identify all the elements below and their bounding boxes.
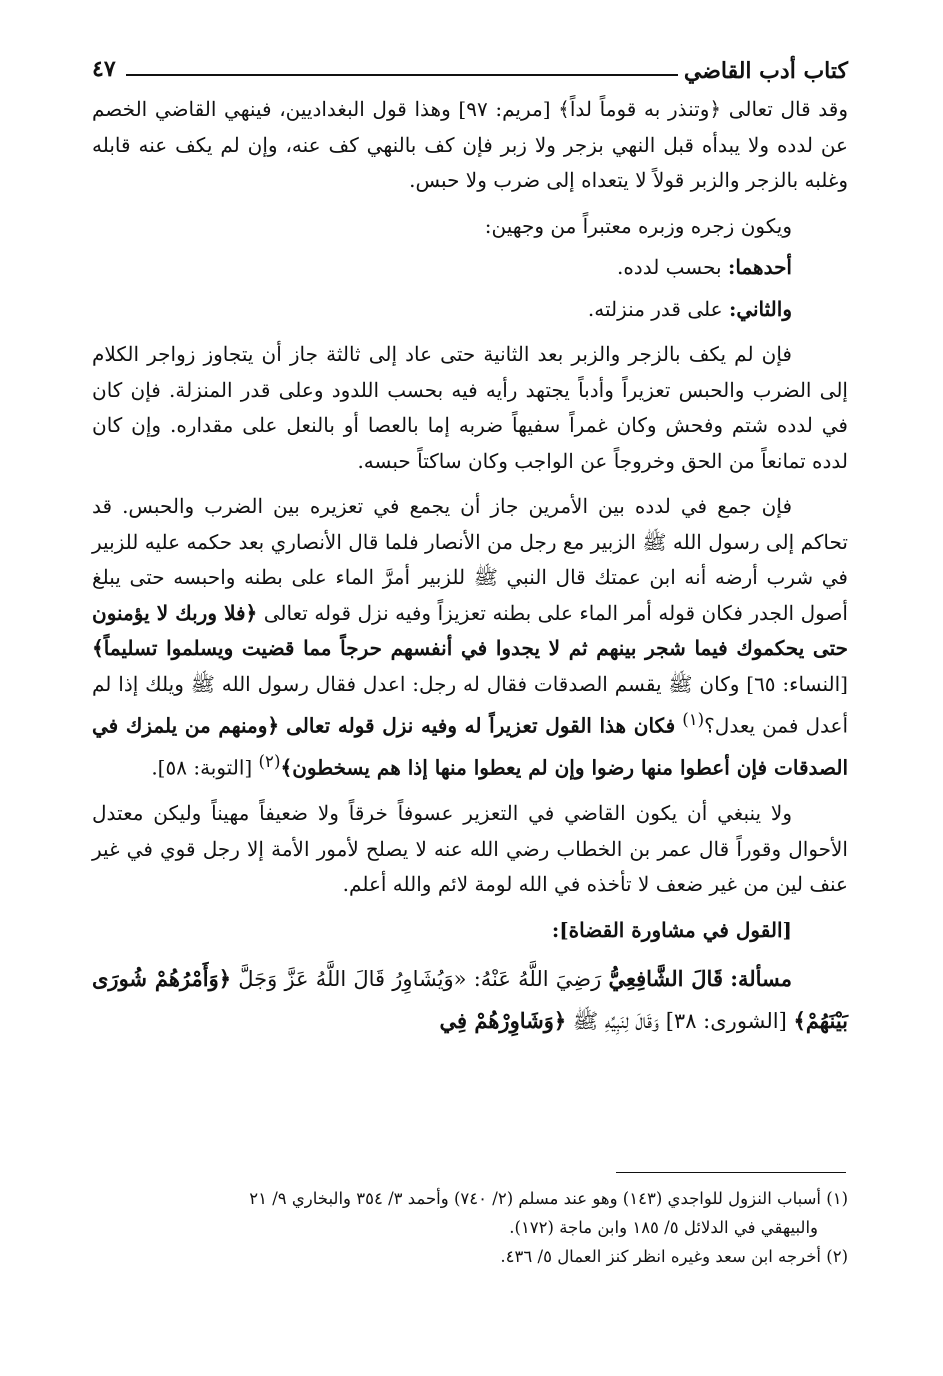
- footnote-1: [92, 1184, 848, 1213]
- footnote-ref-2: (٢): [258, 752, 281, 772]
- masala-text: رَضِيَ اللَّهُ عَنْهُ: «وَيُشَاوِرُ قَالَ اللَّهُ عَزَّ وَجَلَّ: [238, 967, 602, 992]
- paragraph-4-d: [التوبة: ٥٨].: [151, 755, 253, 780]
- main-text: [92, 92, 848, 1042]
- footnote-1-continuation: والبيهقي في الدلائل ٥/ ١٨٥ وابن ماجة (١٧٢).: [509, 1218, 818, 1237]
- header-rule: [126, 74, 688, 76]
- item-1-label: أحدهما:: [727, 255, 792, 279]
- footnote-1-text: أسباب النزول للواجدي (١٤٣) وهو عند مسلم (٢/ ٧٤٠) وأحمد ٣/ ٣٥٤ والبخاري ٩/ ٢١: [249, 1189, 821, 1208]
- footnote-2-number: (٢): [826, 1247, 848, 1266]
- paragraph-4-c: فكان هذا القول تعزيراً له وفيه نزل قوله تعالى: [286, 713, 676, 738]
- paragraph-2: ويكون زجره وزبره معتبراً من وجهين:: [484, 213, 792, 238]
- masala-quote-1: ﴿وَأَمْرُهُمْ شُورَى بَيْنَهُمْ﴾: [92, 966, 848, 1034]
- paragraph-4: [92, 489, 848, 786]
- item-2-label: والثاني:: [728, 296, 792, 321]
- quran-quote-nisa: ﴿فلا وربك لا يؤمنون حتى يحكموك فيما شجر بينهم ثم لا يجدوا في أنفسهم حرجاً مما قضيت ويسلموا تسليماً﴾: [92, 600, 848, 660]
- masala-ref: [الشورى: ٣٨] وَقَالَ لِنَبِيِّهِ ﷺ: [572, 1009, 787, 1034]
- footnote-1-number: (١): [826, 1189, 848, 1208]
- paragraph-3: فإن لم يكف بالزجر والزبر بعد الثانية حتى عاد إلى ثالثة جاز أن يتجاوز زواجر الكلام إلى الضرب والحبس تعزيراً وأدباً يجتهد رأيه فيه بحسب اللدود وعلى قدر المنزلة. فإن كان في لدده شتم وفحش وكان غمراً سفيهاً ضربه إما بالعصا أو بالنعل على مقداره. وإن كان لدده تمانعاً من الحق وخروجاً عن الواجب وكان ساكتاً حبسه.: [92, 342, 848, 473]
- footnotes: [92, 1184, 848, 1271]
- paragraph-5: ولا ينبغي أن يكون القاضي في التعزير عسوفاً خرقاً ولا ضعيفاً مهيناً وليكن معتدل الأحوال وقوراً قال عمر بن الخطاب رضي الله عنه لا يصلح لأمور الأمة إلا رجل قوي في غير عنف لين من غير ضعف لا تأخذه في الله لومة لائم والله أعلم.: [92, 801, 848, 897]
- footnote-rule: [616, 1172, 846, 1173]
- footnote-ref-1: (١): [682, 710, 705, 729]
- paragraph-4-b: [النساء: ٦٥] وكان ﷺ يقسم الصدقات فقال له رجل: اعدل فقال رسول الله ﷺ ويلك إذا لم أعدل فمن يعدل؟: [92, 671, 849, 738]
- page: [92, 52, 848, 1042]
- book-title: كتاب أدب القاضي: [678, 58, 848, 84]
- item-2-text: على قدر منزلته.: [587, 296, 723, 321]
- paragraph-4-a: فإن جمع في لدده بين الأمرين جاز أن يجمع في تعزيره بين الضرب والحبس. قد تحاكم إلى رسول الله ﷺ الزبير مع رجل من الأنصار فلما قال الأنصاري بعد حكمه عليه للزبير في شرب أرضه أنه ابن عمتك قال النبي ﷺ للزبير أمرَّ الماء على بطنه واحبسه حتى يبلغ أصول الجدر فكان قوله أمر الماء على بطنه تعزيزاً وفيه نزل قوله تعالى: [92, 494, 848, 625]
- section-heading: [القول في مشاورة القضاة]:: [551, 917, 792, 942]
- masala-label: مسألة:: [730, 966, 792, 992]
- paragraph-1: وقد قال تعالى ﴿وتنذر به قوماً لداً﴾ [مريم: ٩٧] وهذا قول البغداديين، فينهي القاضي الخصم عن لدده ولا يبدأه قبل النهي بزجر ولا زبر فإن كف بالنهي كف عنه، وإن لم يكف عنه قابله وغلبه بالزجر والزبر قولاً لا يتعداه إلى ضرب ولا حبس.: [92, 97, 848, 192]
- running-header: [92, 52, 848, 92]
- quran-quote-tawba: ﴿ومنهم من يلمزك في الصدقات فإن أعطوا منها رضوا وإن لم يعطوا منها إذا هم يسخطون﴾: [92, 713, 848, 780]
- item-1-text: بحسب لدده.: [616, 255, 722, 279]
- masala-name: قَالَ الشَّافِعِيُّ: [608, 966, 723, 992]
- masala-paragraph: [92, 958, 848, 1042]
- list-item-1: [92, 250, 848, 286]
- page-number: ٤٧: [92, 56, 116, 82]
- footnote-2: [92, 1242, 848, 1271]
- list-item-2: [92, 292, 848, 328]
- footnote-2-text: أخرجه ابن سعد وغيره انظر كنز العمال ٥/ ٤٣٦.: [500, 1247, 821, 1266]
- masala-quote-2: ﴿وَشَاوِرْهُمْ فِي: [439, 1008, 567, 1034]
